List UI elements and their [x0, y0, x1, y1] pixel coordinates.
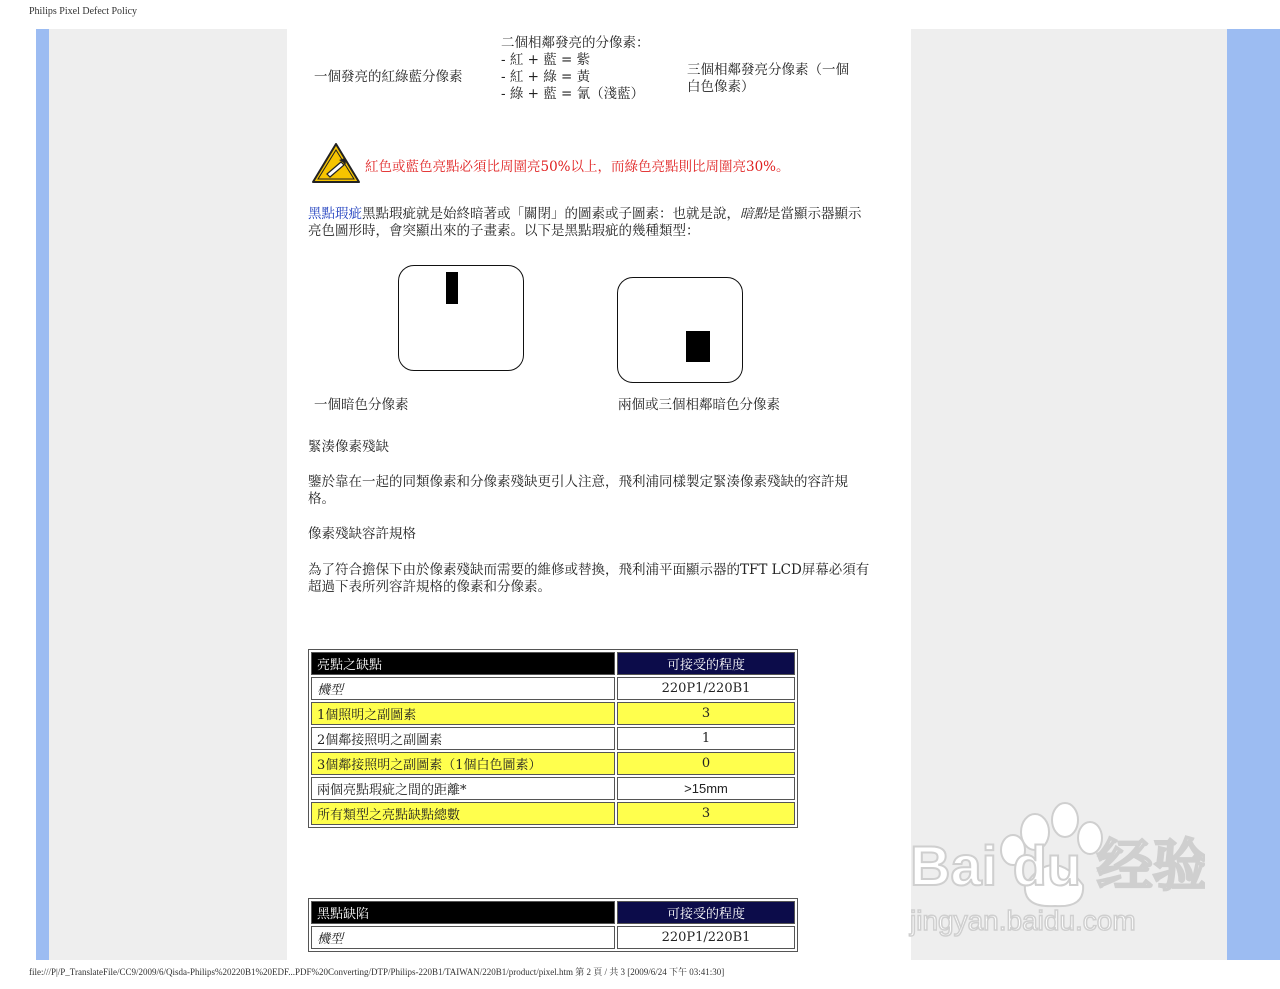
- three-bright-line-1: 三個相鄰發亮分像素（一個: [687, 62, 849, 78]
- watermark-brand: Bai du 经验: [910, 834, 1205, 897]
- dark-subpixel-block-mark: [686, 331, 710, 362]
- table-header-row: [311, 901, 795, 924]
- dark-dot-text-a: 黑點瑕疵就是始終暗著或「關閉」的圖素或子圖素：也就是說，: [362, 206, 740, 222]
- three-bright-line-2: 白色像素）: [687, 79, 755, 95]
- table-cell: 1個照明之副圖素: [311, 702, 615, 725]
- single-dark-subpixel-illustration: [398, 265, 524, 371]
- table-cell: 機型: [311, 677, 615, 700]
- table-cell: 3個鄰接照明之副圖素（1個白色圖素）: [311, 752, 615, 775]
- warning-triangle-icon: [311, 142, 361, 184]
- table-row: [311, 802, 795, 825]
- dark-dot-emphasis: 暗點: [740, 206, 767, 222]
- table-cell: >15mm: [617, 777, 795, 800]
- bright-dot-defect-table: [308, 649, 798, 828]
- table-row: [311, 677, 795, 700]
- dark-dot-defect-table: [308, 898, 798, 952]
- two-bright-subpixels-block: [501, 35, 650, 103]
- dark-dot-paragraph: [308, 206, 888, 240]
- table-cell: 220P1/220B1: [617, 677, 795, 700]
- table-cell: 3: [617, 702, 795, 725]
- print-header-title: Philips Pixel Defect Policy: [29, 6, 138, 17]
- table-cell: 3: [617, 802, 795, 825]
- dark-dot-lead: 黑點瑕疵: [308, 206, 362, 222]
- tolerance-paragraph: [308, 562, 898, 596]
- tolerance-line-2: 超過下表所列容許規格的像素和分像素。: [308, 579, 551, 595]
- left-frame-blue: [36, 29, 49, 960]
- table-row: [311, 702, 795, 725]
- two-bright-line-2: - 紅 + 綠 = 黃: [501, 69, 591, 85]
- right-frame-blue: [1227, 29, 1280, 960]
- table-row: [311, 752, 795, 775]
- table-header-row: [311, 652, 795, 675]
- proximity-heading: 緊湊像素殘缺: [308, 439, 389, 455]
- dark-subpixel-mark: [446, 272, 458, 304]
- proximity-line-2: 格。: [308, 491, 335, 507]
- multi-dark-subpixel-illustration: [617, 277, 743, 383]
- warning-text: 紅色或藍色亮點必須比周圍亮50%以上，而綠色亮點則比周圍亮30%。: [365, 159, 790, 175]
- two-bright-title: 二個相鄰發亮的分像素：: [501, 35, 650, 51]
- table-cell: 機型: [311, 926, 615, 949]
- two-bright-line-1: - 紅 + 藍 = 紫: [501, 52, 591, 68]
- table-header-cell: 黑點缺陷: [311, 901, 615, 924]
- table-header-cell: 可接受的程度: [617, 901, 795, 924]
- table-cell: 1: [617, 727, 795, 750]
- proximity-line-1: 鑒於靠在一起的同類像素和分像素殘缺更引人注意，飛利浦同樣製定緊湊像素殘缺的容許規: [308, 474, 848, 490]
- document-content: [287, 29, 911, 960]
- multi-dark-subpixel-label: 兩個或三個相鄰暗色分像素: [618, 397, 780, 413]
- table-header-cell: 亮點之缺點: [311, 652, 615, 675]
- three-bright-subpixels-block: [687, 62, 849, 96]
- table-row: [311, 727, 795, 750]
- table-cell: 0: [617, 752, 795, 775]
- table-header-cell: 可接受的程度: [617, 652, 795, 675]
- tolerance-heading: 像素殘缺容許規格: [308, 526, 416, 542]
- two-bright-line-3: - 綠 + 藍 = 氰（淺藍）: [501, 86, 645, 102]
- dark-dot-table-clip: [308, 898, 808, 960]
- print-footer-path: file:///P|/P_TranslateFile/CC9/2009/6/Qisda-Philips%20220B1%20EDF...PDF%20Converting/DTP/Philips-220B1/TAIWAN/220B1/product/pixel.htm 第 2 頁 / 共 3 [2009/6/24 下午 03:41:30]: [29, 967, 725, 977]
- left-frame-grey: [49, 29, 287, 960]
- watermark-url: jingyan.baidu.com: [910, 905, 1136, 936]
- table-cell: 所有類型之亮點缺點總數: [311, 802, 615, 825]
- baidu-jingyan-watermark: [905, 790, 1205, 940]
- table-row: [311, 777, 795, 800]
- dark-dot-line-2: 亮色圖形時，會突顯出來的子畫素。以下是黑點瑕疵的幾種類型：: [308, 223, 700, 239]
- proximity-paragraph: [308, 474, 898, 508]
- single-bright-subpixel-label: 一個發亮的紅綠藍分像素: [314, 69, 463, 85]
- table-cell: 220P1/220B1: [617, 926, 795, 949]
- table-cell: 2個鄰接照明之副圖素: [311, 727, 615, 750]
- tolerance-line-1: 為了符合擔保下由於像素殘缺而需要的維修或替換，飛利浦平面顯示器的TFT LCD屏幕必須有: [308, 562, 870, 578]
- dark-dot-text-b: 是當顯示器顯示: [767, 206, 862, 222]
- table-row: [311, 926, 795, 949]
- table-cell: 兩個亮點瑕疵之間的距離*: [311, 777, 615, 800]
- single-dark-subpixel-label: 一個暗色分像素: [314, 397, 409, 413]
